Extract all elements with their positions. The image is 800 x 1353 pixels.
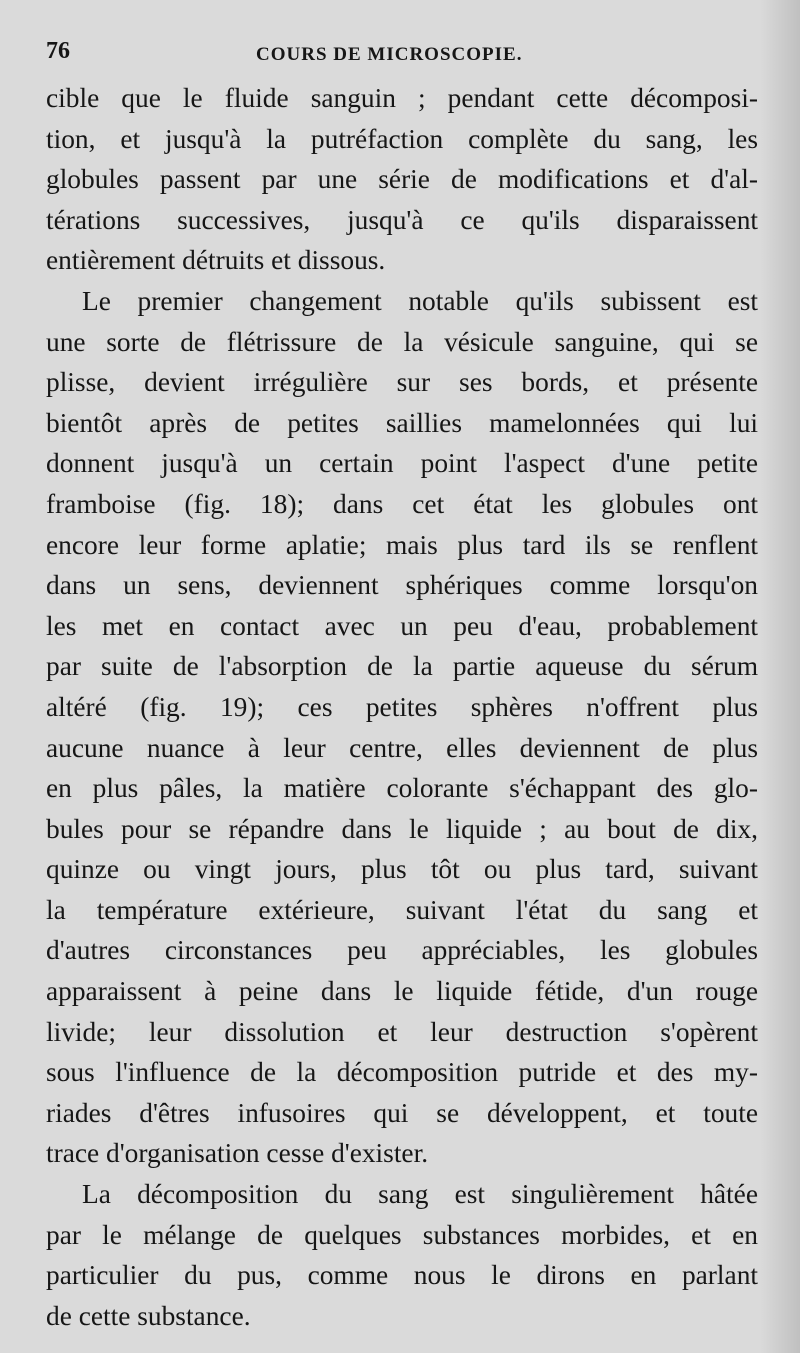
text-line: donnent jusqu'à un certain point l'aspect d'une petite — [46, 448, 758, 479]
text-line: dans un sens, deviennent sphériques comme lorsqu'on — [46, 570, 758, 601]
text-line: apparaissent à peine dans le liquide fétide, d'un rouge — [46, 976, 758, 1007]
running-title: COURS DE MICROSCOPIE. — [256, 44, 523, 65]
text-line: térations successives, jusqu'à ce qu'ils disparaissent — [46, 204, 758, 235]
text-line: sous l'influence de la décomposition putride et des my- — [46, 1057, 758, 1088]
text-line: quinze ou vingt jours, plus tôt ou plus tard, suivant — [46, 854, 758, 885]
text-line: globules passent par une série de modifications et d'al- — [46, 164, 758, 195]
text-line: livide; leur dissolution et leur destruction s'opèrent — [46, 1016, 758, 1047]
text-line: une sorte de flétrissure de la vésicule sanguine, qui se — [46, 326, 758, 357]
text-line: aucune nuance à leur centre, elles deviennent de plus — [46, 732, 758, 763]
text-line: la température extérieure, suivant l'état du sang et — [46, 894, 758, 925]
text-line: d'autres circonstances peu appréciables, les globules — [46, 935, 758, 966]
text-line: altéré (fig. 19); ces petites sphères n'offrent plus — [46, 691, 758, 722]
text-line: encore leur forme aplatie; mais plus tard ils se renflent — [46, 529, 758, 560]
text-line: framboise (fig. 18); dans cet état les globules ont — [46, 488, 758, 519]
text-line: Le premier changement notable qu'ils subissent est — [82, 285, 758, 316]
text-line: par suite de l'absorption de la partie aqueuse du sérum — [46, 651, 758, 682]
text-line: plisse, devient irrégulière sur ses bords, et présente — [46, 367, 758, 398]
running-head — [46, 38, 766, 72]
paragraph — [46, 281, 758, 1174]
text-line: entièrement détruits et dissous. — [46, 245, 386, 276]
text-line: tion, et jusqu'à la putréfaction complète du sang, les — [46, 123, 758, 154]
paragraph — [46, 78, 758, 281]
text-line: les met en contact avec un peu d'eau, probablement — [46, 610, 758, 641]
text-line: bules pour se répandre dans le liquide ; au bout de dix, — [46, 813, 758, 844]
text-line: par le mélange de quelques substances morbides, et en — [46, 1219, 758, 1250]
text-line: en plus pâles, la matière colorante s'échappant des glo- — [46, 773, 758, 804]
text-line: de cette substance. — [46, 1300, 251, 1331]
text-line: cible que le fluide sanguin ; pendant cette décomposi- — [46, 83, 758, 113]
text-line: particulier du pus, comme nous le dirons en parlant — [46, 1260, 758, 1291]
text-line: bientôt après de petites saillies mamelonnées qui lui — [46, 407, 758, 438]
paragraph — [46, 1174, 758, 1336]
page-number: 76 — [46, 38, 70, 64]
body-text — [46, 78, 758, 1336]
text-line: riades d'êtres infusoires qui se développent, et toute — [46, 1097, 758, 1128]
text-line: La décomposition du sang est singulièrement hâtée — [82, 1179, 758, 1210]
text-line: trace d'organisation cesse d'exister. — [46, 1138, 429, 1169]
